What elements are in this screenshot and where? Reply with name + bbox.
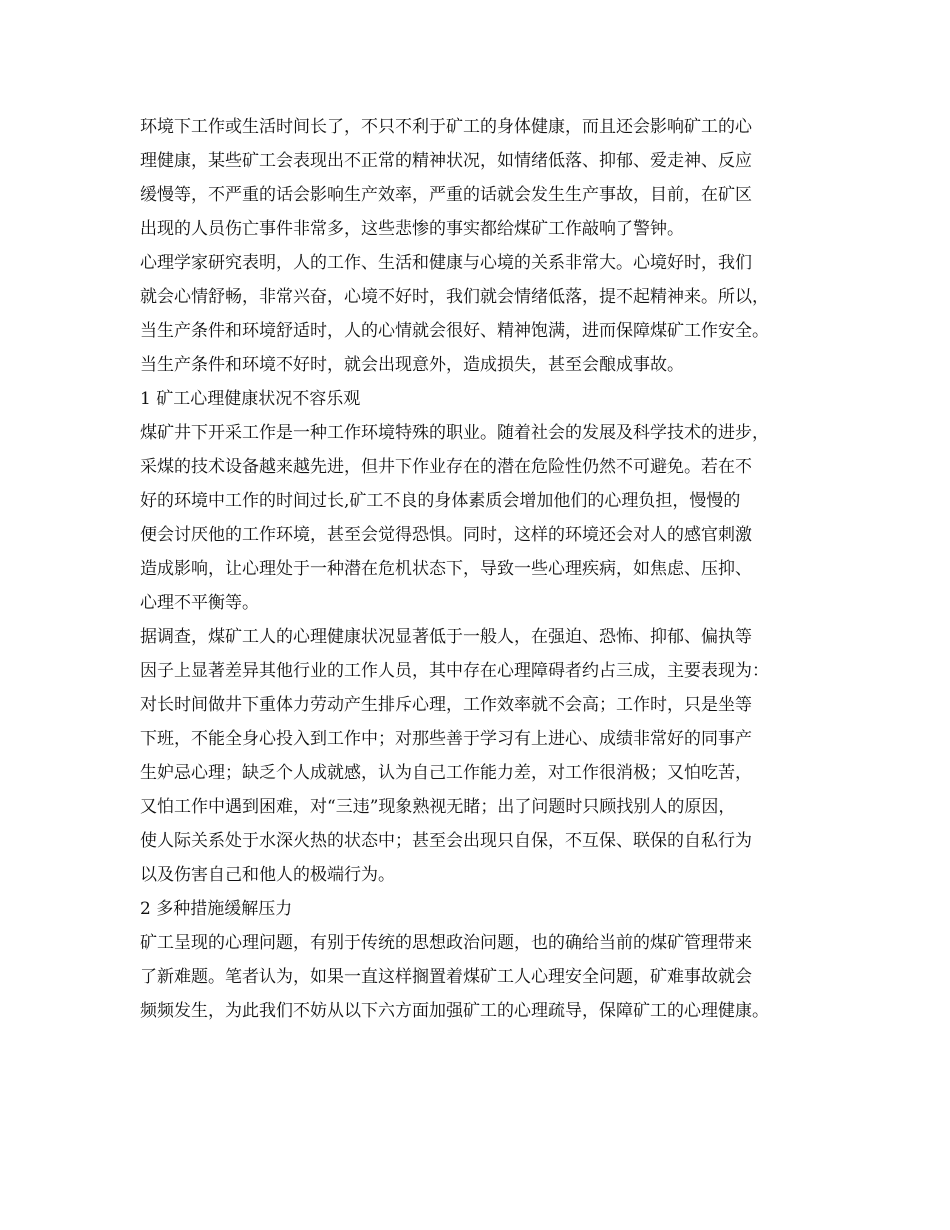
text-line: 理健康，某些矿工会表现出不正常的精神状况，如情绪低落、抑郁、爱走神、反应 — [140, 151, 752, 171]
text-line: 出现的人员伤亡事件非常多，这些悲惨的事实都给煤矿工作敲响了警钟。 — [140, 219, 684, 239]
text-line: 就会心情舒畅，非常兴奋，心境不好时，我们就会情绪低落，提不起精神来。所以， — [140, 287, 769, 307]
section-heading-1: 1 矿工心理健康状况不容乐观 — [140, 389, 361, 409]
text-line: 下班，不能全身心投入到工作中；对那些善于学习有上进心、成绩非常好的同事产 — [140, 729, 752, 749]
text-line: 采煤的技术设备越来越先进，但井下作业存在的潜在危险性仍然不可避免。若在不 — [140, 457, 752, 477]
text-line: 以及伤害自己和他人的极端行为。 — [140, 865, 395, 885]
text-line: 心理不平衡等。 — [140, 593, 259, 613]
text-line: 缓慢等，不严重的话会影响生产效率，严重的话就会发生生产事故，目前，在矿区 — [140, 185, 752, 205]
text-line: 使人际关系处于水深火热的状态中；甚至会出现只自保，不互保、联保的自私行为 — [140, 831, 752, 851]
text-line: 心理学家研究表明，人的工作、生活和健康与心境的关系非常大。心境好时，我们 — [140, 253, 752, 273]
text-line: 对长时间做井下重体力劳动产生排斥心理，工作效率就不会高；工作时，只是坐等 — [140, 695, 752, 715]
text-line: 了新难题。笔者认为，如果一直这样搁置着煤矿工人心理安全问题，矿难事故就会 — [140, 967, 752, 987]
text-line: 便会讨厌他的工作环境，甚至会觉得恐惧。同时，这样的环境还会对人的感官刺激 — [140, 525, 752, 545]
document-body — [140, 110, 840, 1028]
text-line: 据调查，煤矿工人的心理健康状况显著低于一般人，在强迫、恐怖、抑郁、偏执等 — [140, 627, 752, 647]
text-line: 造成影响，让心理处于一种潜在危机状态下，导致一些心理疾病，如焦虑、压抑、 — [140, 559, 752, 579]
text-line: 环境下工作或生活时间长了，不只不利于矿工的身体健康，而且还会影响矿工的心 — [140, 117, 752, 137]
text-line: 因子上显著差异其他行业的工作人员，其中存在心理障碍者约占三成，主要表现为： — [140, 661, 769, 681]
text-line: 当生产条件和环境不好时，就会出现意外，造成损失，甚至会酿成事故。 — [140, 355, 684, 375]
text-line: 矿工呈现的心理问题，有别于传统的思想政治问题，也的确给当前的煤矿管理带来 — [140, 933, 752, 953]
text-line: 又怕工作中遇到困难，对“三违”现象熟视无睹；出了问题时只顾找别人的原因， — [140, 797, 736, 817]
section-heading-2: 2 多种措施缓解压力 — [140, 899, 293, 919]
text-line: 频频发生，为此我们不妨从以下六方面加强矿工的心理疏导，保障矿工的心理健康。 — [140, 1001, 769, 1021]
text-line: 煤矿井下开采工作是一种工作环境特殊的职业。随着社会的发展及科学技术的进步， — [140, 423, 769, 443]
text-line: 生妒忌心理；缺乏个人成就感，认为自己工作能力差，对工作很消极；又怕吃苦， — [140, 763, 752, 783]
text-line: 当生产条件和环境舒适时，人的心情就会很好、精神饱满，进而保障煤矿工作安全。 — [140, 321, 769, 341]
text-line: 好的环境中工作的时间过长,矿工不良的身体素质会增加他们的心理负担，慢慢的 — [140, 491, 741, 511]
